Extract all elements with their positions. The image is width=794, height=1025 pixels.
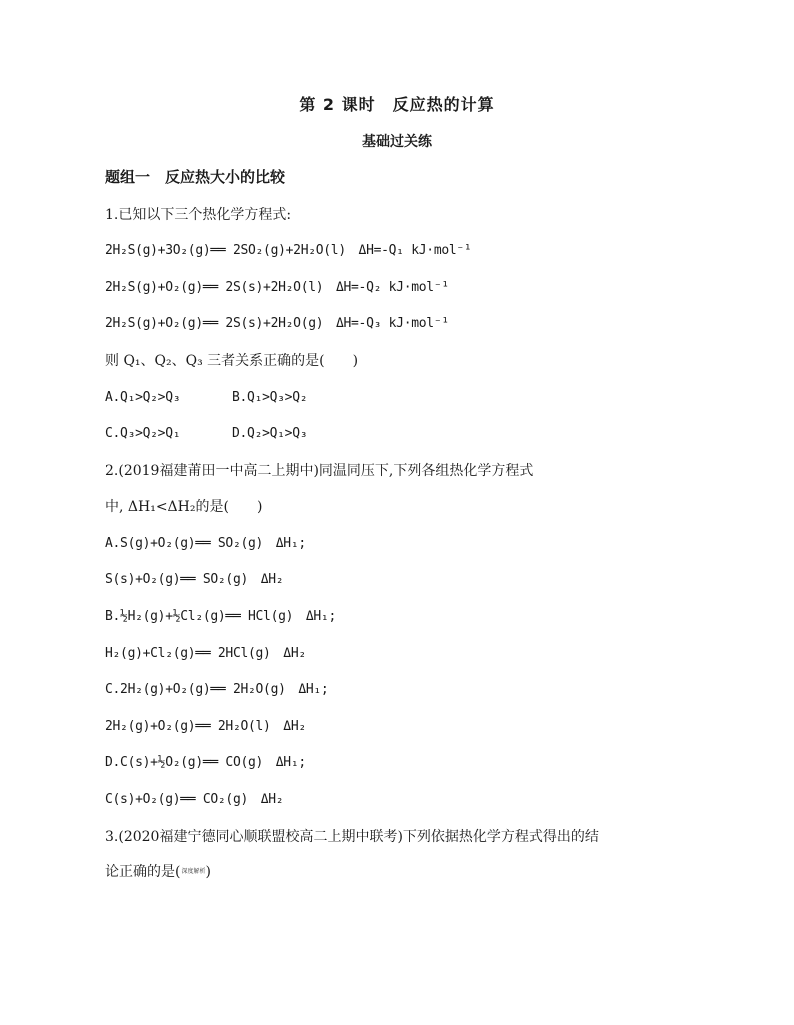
deep-analysis-tag[interactable]: 深度解析 <box>181 868 206 875</box>
q1-equation-2: 2H₂S(g)+O₂(g)══ 2S(s)+2H₂O(l) ΔH=-Q₂ kJ·mol⁻¹ <box>105 280 449 295</box>
q2-stem-line-2: 中, ΔH₁<ΔH₂的是( ) <box>105 499 263 515</box>
q2-option-d-line-1[interactable]: D.C(s)+½O₂(g)══ CO(g) ΔH₁; <box>105 755 306 770</box>
q1-option-a[interactable]: A.Q₁>Q₂>Q₃ <box>105 390 181 405</box>
q2-option-c-line-1[interactable]: C.2H₂(g)+O₂(g)══ 2H₂O(g) ΔH₁; <box>105 682 329 697</box>
q3-stem-line-2 <box>105 862 211 882</box>
q2-option-d-line-2: C(s)+O₂(g)══ CO₂(g) ΔH₂ <box>105 792 284 807</box>
q2-option-b-line-2: H₂(g)+Cl₂(g)══ 2HCl(g) ΔH₂ <box>105 646 306 661</box>
q1-question: 则 Q₁、Q₂、Q₃ 三者关系正确的是( ) <box>105 353 359 369</box>
section-subtitle: 基础过关练 <box>362 134 432 150</box>
q2-stem-line-1: 2.(2019福建莆田一中高二上期中)同温同压下,下列各组热化学方程式 <box>105 463 534 479</box>
q2-option-b-line-1[interactable]: B.½H₂(g)+½Cl₂(g)══ HCl(g) ΔH₁; <box>105 609 336 624</box>
q2-option-a-line-2: S(s)+O₂(g)══ SO₂(g) ΔH₂ <box>105 572 284 587</box>
q1-option-c[interactable]: C.Q₃>Q₂>Q₁ <box>105 426 181 441</box>
q1-stem: 1.已知以下三个热化学方程式: <box>105 207 292 223</box>
q3-close-paren: ) <box>205 864 211 880</box>
q1-equation-3: 2H₂S(g)+O₂(g)══ 2S(s)+2H₂O(g) ΔH=-Q₃ kJ·mol⁻¹ <box>105 316 449 331</box>
q3-stem-text: 论正确的是( <box>105 864 181 880</box>
q2-option-c-line-2: 2H₂(g)+O₂(g)══ 2H₂O(l) ΔH₂ <box>105 719 306 734</box>
q3-stem-line-1: 3.(2020福建宁德同心顺联盟校高二上期中联考)下列依据热化学方程式得出的结 <box>105 829 599 845</box>
page-title: 第 2 课时 反应热的计算 <box>299 95 495 114</box>
q1-equation-1: 2H₂S(g)+3O₂(g)══ 2SO₂(g)+2H₂O(l) ΔH=-Q₁ kJ·mol⁻¹ <box>105 243 472 258</box>
q1-option-b[interactable]: B.Q₁>Q₃>Q₂ <box>232 390 308 405</box>
q2-option-a-line-1[interactable]: A.S(g)+O₂(g)══ SO₂(g) ΔH₁; <box>105 536 306 551</box>
q1-option-d[interactable]: D.Q₂>Q₁>Q₃ <box>232 426 308 441</box>
group-heading: 题组一 反应热大小的比较 <box>105 168 286 186</box>
